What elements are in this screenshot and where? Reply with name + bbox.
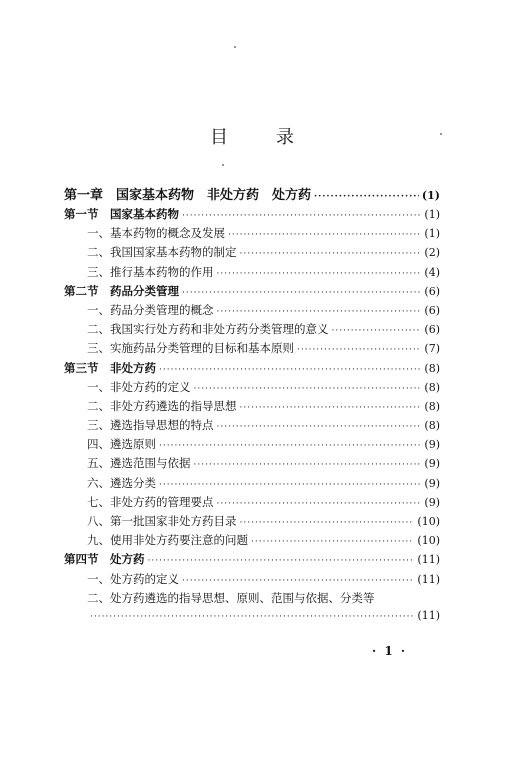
table-of-contents (64, 184, 440, 628)
toc-section-row (64, 206, 440, 225)
leader-dots (217, 307, 422, 317)
toc-page-number: (8) (424, 399, 440, 413)
toc-entry-text: 九、使用非处方药要注意的问题 (87, 533, 248, 548)
toc-entry-text: 三、遴选指导思想的特点 (87, 418, 214, 433)
toc-page-number: (8) (424, 361, 440, 375)
page-title (0, 123, 506, 149)
toc-item-row (64, 436, 440, 455)
leader-dots (228, 230, 421, 240)
toc-item-row (64, 398, 440, 417)
toc-item-row (64, 571, 440, 590)
toc-page-number: (8) (424, 419, 440, 433)
toc-entry-text: 五、遴选范围与依据 (87, 456, 191, 471)
toc-section-row (64, 360, 440, 379)
leader-dots (159, 441, 421, 451)
toc-page-number: (9) (424, 438, 440, 452)
toc-item-row (64, 417, 440, 436)
toc-page-number: (11) (417, 608, 440, 622)
toc-entry-text: 二、我国实行处方药和非处方药分类管理的意义 (87, 322, 329, 337)
leader-dots (182, 211, 421, 221)
toc-chapter-row (64, 184, 440, 206)
scan-speck (222, 164, 224, 166)
toc-page-number: (9) (424, 495, 440, 509)
leader-dots (217, 422, 422, 432)
toc-entry-text: 三、推行基本药物的作用 (87, 264, 214, 279)
scan-speck (234, 46, 236, 48)
toc-page-number: (11) (417, 553, 440, 567)
toc-item-row (64, 321, 440, 340)
toc-entry-text: 一、药品分类管理的概念 (87, 302, 214, 317)
leader-dots (240, 249, 422, 259)
toc-section-row (64, 551, 440, 570)
title-char-left: 目 (210, 127, 230, 148)
toc-entry-text: 一、处方药的定义 (87, 571, 179, 586)
toc-page-number: (9) (424, 476, 440, 490)
leader-dots (217, 269, 422, 279)
toc-page-number: (1) (424, 227, 440, 241)
leader-dots (314, 192, 419, 202)
toc-entry-text: 第三节 非处方药 (64, 360, 156, 375)
toc-page-number: (10) (417, 534, 440, 548)
toc-entry-text: 二、非处方药遴选的指导思想 (87, 398, 237, 413)
toc-entry-text: 三、实施药品分类管理的目标和基本原则 (87, 341, 294, 356)
toc-entry-text: 七、非处方药的管理要点 (87, 494, 214, 509)
leader-dots (240, 518, 415, 528)
toc-item-row (64, 264, 440, 283)
leader-dots (194, 460, 422, 470)
toc-entry-text: 第四节 处方药 (64, 552, 145, 567)
toc-page-number: (8) (424, 380, 440, 394)
toc-item-row (64, 532, 440, 551)
toc-item-row (64, 244, 440, 263)
toc-item-row (64, 455, 440, 474)
leader-dots (194, 384, 422, 394)
leader-dots (159, 480, 421, 490)
page-folio: · 1 · (372, 644, 408, 658)
toc-entry-text: 八、第一批国家非处方药目录 (87, 514, 237, 528)
leader-dots (240, 403, 422, 413)
toc-entry-text: 第一节 国家基本药物 (64, 207, 179, 221)
toc-page-number: (1) (424, 208, 440, 221)
toc-continuation-row (64, 609, 440, 628)
toc-entry-text: 一、非处方药的定义 (87, 379, 191, 394)
toc-entry-text: 第二节 药品分类管理 (64, 283, 179, 298)
toc-entry-text: 二、我国国家基本药物的制定 (87, 245, 237, 260)
leader-dots (297, 345, 421, 355)
toc-page-number: (6) (424, 323, 440, 337)
toc-page-number: (6) (424, 284, 440, 298)
toc-item-row (64, 590, 440, 609)
toc-page-number: (1) (421, 189, 440, 202)
toc-item-row (64, 494, 440, 513)
toc-page-number: (9) (424, 457, 440, 471)
leader-dots (182, 576, 414, 586)
toc-page-number: (2) (424, 246, 440, 260)
toc-item-row (64, 475, 440, 494)
toc-page-number: (4) (424, 265, 440, 279)
toc-item-row (64, 225, 440, 244)
toc-entry-text: 二、处方药遴选的指导思想、原则、范围与依据、分类等 (87, 590, 375, 605)
toc-entry-text: 六、遴选分类 (87, 475, 156, 490)
toc-entry-text: 四、遴选原则 (87, 437, 156, 452)
title-char-right: 录 (276, 127, 296, 148)
leader-dots (332, 326, 422, 336)
toc-section-row (64, 283, 440, 302)
toc-item-row (64, 340, 440, 359)
toc-entry-text: 一、基本药物的概念及发展 (87, 226, 225, 241)
leader-dots (90, 612, 414, 622)
toc-page-number: (10) (417, 515, 440, 528)
leader-dots (159, 365, 421, 375)
toc-page-number: (7) (424, 342, 440, 356)
toc-page-number: (11) (417, 572, 440, 586)
toc-entry-text: 第一章 国家基本药物 非处方药 处方药 (64, 188, 312, 203)
toc-page-number: (6) (424, 303, 440, 317)
leader-dots (182, 288, 421, 298)
toc-item-row (64, 513, 440, 532)
leader-dots (148, 556, 415, 566)
leader-dots (251, 537, 414, 547)
toc-item-row (64, 379, 440, 398)
toc-item-row (64, 302, 440, 321)
leader-dots (217, 499, 422, 509)
